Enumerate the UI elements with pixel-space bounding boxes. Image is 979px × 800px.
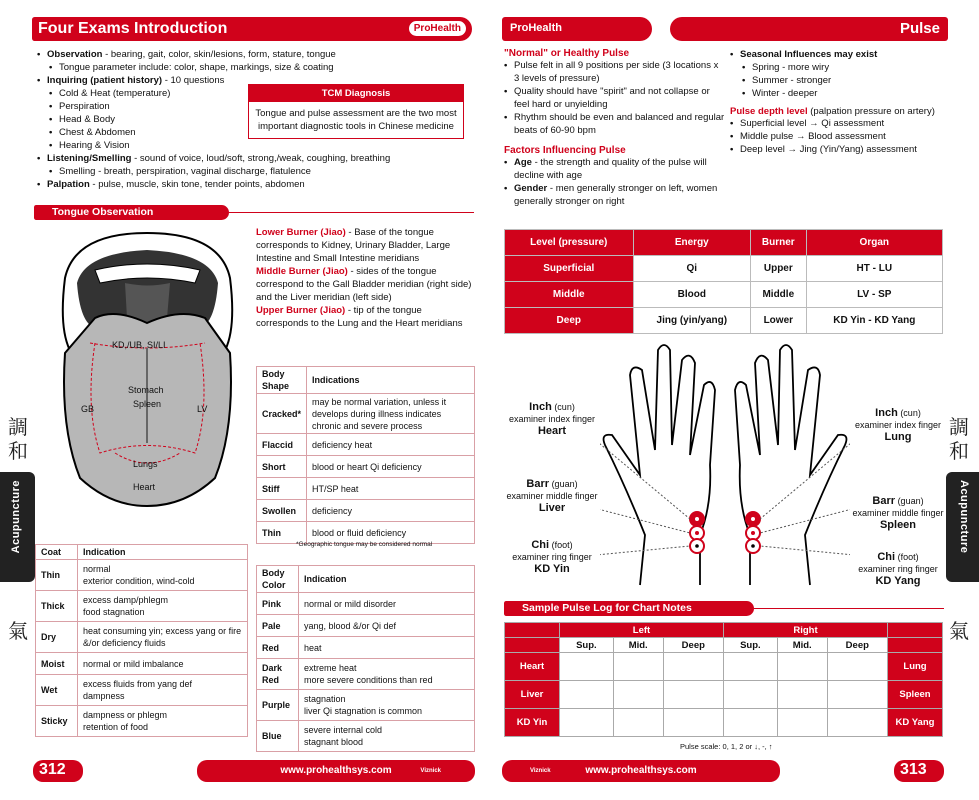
tcm-diagnosis-box [248, 84, 464, 139]
lower-burner: Lower Burner (Jiao) - Base of the tongue corresponds to Kidney, Urinary Bladder, Large Intestine and Small Intestine meridians [256, 227, 451, 264]
geographic-note: *Geographic tongue may be considered normal [296, 541, 433, 548]
footer-url-bar[interactable]: Viznick www.prohealthsys.com [502, 760, 780, 782]
middle-burner: Middle Burner (Jiao) - sides of the tongue correspond to the Gall Bladder meridian (right side) and the Liver meridian (left side) [256, 266, 472, 303]
acupuncture-tab[interactable]: Acupuncture [946, 472, 979, 582]
hands-illustration [600, 335, 850, 595]
page-number: 313 [894, 760, 944, 782]
footer-url-bar[interactable]: www.prohealthsys.com Viznick [197, 760, 475, 782]
normal-pulse-block: "Normal" or Healthy Pulse • Pulse felt in all 9 positions per side (3 locations x 3 levels of pressure) • Quality should have "spirit" and not collapse or feel hard or unyielding • Rhythm should be even and balanced and regular beats of 60-90 bpm Factors Influencing Pulse • Age - the strength and quality of the pulse will decline with age • Gender - men generally stronger on left, women generally stronger on right [504, 48, 726, 208]
pulse-log-table: Left Right Sup. Mid. Deep Sup. Mid. Deep Heart Lung Liver Spleen KD Yin KD Yang [504, 622, 943, 737]
left-inch-label: Inch (cun) examiner index finger Heart [508, 401, 596, 437]
brand-badge: ProHealth [409, 21, 466, 36]
cjk-harmony: 調 和 [949, 415, 969, 463]
pulse-title-bar [502, 17, 948, 41]
palpation-item: • Palpation - pulse, muscle, skin tone, tender points, abdomen [37, 178, 357, 191]
pulse-level-table: Level (pressure) Energy Burner Organ Superficial Qi Upper HT - LU Middle Blood Middle LV - SP Deep Jing (yin/yang) Lower KD Yin - KD Yang [504, 229, 943, 334]
body-shape-table: Body Shape Indications Cracked* may be normal variation, unless it develops during illness indicates chronic and severe process Flaccid deficiency heat Short blood or heart Qi deficiency Stiff HT/SP heat Swollen deficiency Thin blood or fluid deficiency [256, 366, 475, 544]
tcm-diagnosis-text: Tongue and pulse assessment are the two most important diagnostic tools in Chinese medicine [255, 108, 457, 132]
upper-burner: Upper Burner (Jiao) - tip of the tongue corresponds to the Lung and the Heart meridians [256, 305, 463, 329]
section-divider [229, 212, 474, 213]
cjk-qi: 氣 [8, 619, 28, 643]
right-chi-label: Chi (foot) examiner ring finger KD Yang [858, 551, 938, 587]
tongue-label-spleen: Spleen [133, 399, 162, 409]
cjk-harmony: 調 和 [8, 415, 28, 463]
tongue-diagram [55, 228, 240, 513]
inquiring-item: • Inquiring (patient history) - 10 questions • Cold & Heat (temperature) • Perspiration • Head & Body • Chest & Abdomen • Hearing & Vision [37, 74, 357, 152]
tongue-label-gb: GB [81, 404, 95, 414]
page-title: Pulse [670, 17, 948, 41]
tongue-label-lungs: Lungs [133, 459, 158, 469]
left-barr-label: Barr (guan) examiner middle finger Liver [506, 478, 598, 514]
acupuncture-tab[interactable]: Acupuncture [0, 472, 35, 582]
left-chi-label: Chi (foot) examiner ring finger KD Yin [512, 539, 592, 575]
page-title-bar [32, 17, 472, 41]
tongue-label-heart: Heart [133, 482, 156, 492]
right-barr-label: Barr (guan) examiner middle finger Spleen [852, 495, 944, 531]
pulse-scale-note: Pulse scale: 0, 1, 2 or ↓, -, ↑ [680, 742, 773, 751]
right-inch-label: Inch (cun) examiner index finger Lung [854, 407, 942, 443]
brand-pill: ProHealth [502, 17, 652, 41]
tcm-diagnosis-heading: TCM Diagnosis [249, 85, 463, 102]
left-page [0, 0, 489, 800]
coat-table: Coat Indication Thin normal exterior condition, wind-cold Thick excess damp/phlegm food stagnation Dry heat consuming yin; excess yang or fire &/or deficiency fluids Moist normal or mild imbalance Wet excess fluids from yang def dampness Sticky dampness or phlegm retention of food [35, 544, 248, 737]
tongue-label-lv: LV [197, 404, 208, 414]
body-color-table: Body Color Indication Pink normal or mild disorder Pale yang, blood &/or Qi def Red heat Dark Red extreme heat more severe conditions than red Purple stagnation liver Qi stagnation is common Blue severe internal cold stagnant blood [256, 565, 475, 752]
listening-item: • Listening/Smelling - sound of voice, loud/soft, strong,/weak, coughing, breathing • Smelling - breath, perspiration, vaginal discharge, flatulence [37, 152, 437, 178]
burner-descriptions [256, 226, 476, 330]
tongue-label-kd: KD,/UB, SI/LI [112, 340, 166, 350]
tongue-label-stomach: Stomach [128, 385, 164, 395]
cjk-qi: 氣 [949, 619, 969, 643]
seasonal-block: • Seasonal Influences may exist • Spring - more wiry • Summer - stronger • Winter - deeper Pulse depth level (palpation pressure on artery) • Superficial level → Qi assessment • Middle pulse → Blood assessment • Deep level → Jing (Yin/Yang) assessment [730, 48, 960, 156]
pulse-log-header: Sample Pulse Log for Chart Notes [504, 601, 754, 616]
page-title: Four Exams Introduction [38, 20, 228, 37]
page-number: 312 [33, 760, 83, 782]
section-divider [754, 608, 944, 609]
observation-item: • Observation - bearing, gait, color, skin/lesions, form, stature, tongue • Tongue parameter include: color, shape, markings, size & coating [37, 48, 357, 74]
right-page [490, 0, 979, 800]
tongue-section-header: Tongue Observation [34, 205, 229, 220]
